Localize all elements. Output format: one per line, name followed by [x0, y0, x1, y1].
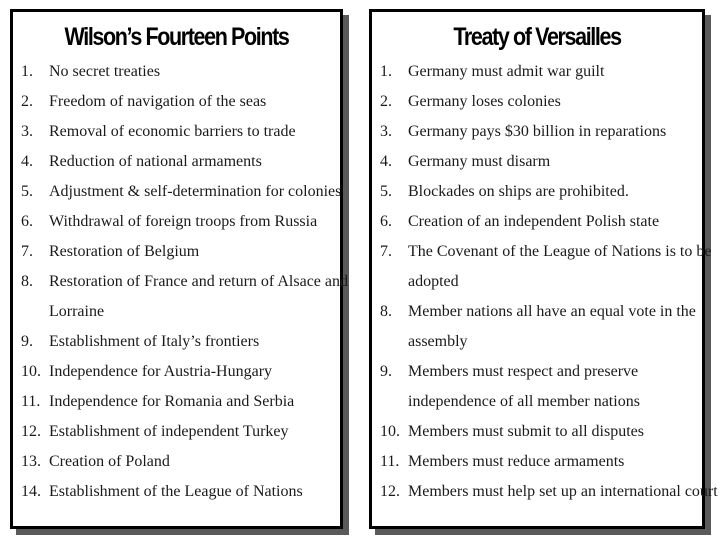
item-text: Germany loses colonies — [408, 93, 561, 110]
item-text: Member nations all have an equal vote in the — [408, 303, 696, 320]
item-number: 8. — [21, 273, 33, 290]
list-item — [13, 177, 340, 207]
list-item — [13, 87, 340, 117]
list-item — [13, 297, 340, 327]
item-number: 1. — [21, 63, 33, 80]
list-item — [13, 267, 349, 297]
item-number: 12. — [21, 423, 41, 440]
list-item — [13, 387, 340, 417]
versailles-title: Treaty of Versailles — [453, 23, 621, 51]
list-item — [372, 237, 712, 267]
list-item — [372, 357, 702, 387]
item-text: Freedom of navigation of the seas — [49, 93, 267, 110]
item-number: 6. — [380, 213, 392, 230]
item-number: 1. — [380, 63, 392, 80]
item-text: Germany must disarm — [408, 153, 551, 170]
item-number: 4. — [380, 153, 392, 170]
item-number: 9. — [21, 333, 33, 350]
item-text: Establishment of independent Turkey — [49, 423, 289, 440]
list-item — [372, 267, 702, 297]
list-item — [13, 357, 340, 387]
list-item — [372, 57, 702, 87]
fourteen-points-panel — [10, 9, 349, 529]
item-text: independence of all member nations — [408, 393, 640, 410]
item-text: Adjustment & self-determination for colonies — [49, 183, 342, 200]
list-item — [13, 147, 340, 177]
item-number: 3. — [21, 123, 33, 140]
list-item — [13, 237, 340, 267]
list-item — [372, 477, 718, 507]
item-text: Blockades on ships are prohibited. — [408, 183, 629, 200]
item-number: 14. — [21, 483, 41, 500]
item-text: Establishment of the League of Nations — [49, 483, 303, 500]
item-number: 4. — [21, 153, 33, 170]
item-number: 6. — [21, 213, 33, 230]
item-text: Restoration of France and return of Alsace and — [49, 273, 349, 290]
list-item — [372, 327, 702, 357]
list-item — [13, 57, 340, 87]
item-text: Germany pays $30 billion in reparations — [408, 123, 667, 140]
list-item — [372, 177, 702, 207]
item-text: The Covenant of the League of Nations is to be — [408, 243, 712, 260]
list-item — [372, 447, 702, 477]
list-item — [372, 387, 702, 417]
list-item — [372, 207, 702, 237]
item-text: Establishment of Italy’s frontiers — [49, 333, 260, 350]
list-item — [13, 117, 340, 147]
item-number: 11. — [380, 453, 400, 470]
versailles-list — [372, 57, 718, 507]
item-text: Lorraine — [49, 303, 105, 320]
list-item — [13, 477, 340, 507]
item-number: 7. — [21, 243, 33, 260]
item-number: 10. — [21, 363, 41, 380]
item-text: Reduction of national armaments — [49, 153, 262, 170]
item-text: Members must reduce armaments — [408, 453, 625, 470]
list-item — [372, 87, 702, 117]
list-item — [372, 117, 702, 147]
item-text: Restoration of Belgium — [49, 243, 200, 260]
list-item — [372, 417, 702, 447]
item-number: 3. — [380, 123, 392, 140]
list-item — [13, 417, 340, 447]
item-number: 2. — [21, 93, 33, 110]
item-text: Members must help set up an international court — [408, 483, 718, 500]
fourteen-points-title: Wilson’s Fourteen Points — [64, 23, 289, 51]
item-text: Independence for Austria-Hungary — [49, 363, 273, 380]
item-text: Creation of an independent Polish state — [408, 213, 660, 230]
item-number: 11. — [21, 393, 41, 410]
list-item — [372, 297, 702, 327]
item-text: Germany must admit war guilt — [408, 63, 605, 80]
list-item — [372, 147, 702, 177]
list-item — [13, 447, 340, 477]
fourteen-points-list — [13, 57, 349, 507]
item-text: Creation of Poland — [49, 453, 170, 470]
item-number: 13. — [21, 453, 41, 470]
item-text: adopted — [408, 273, 459, 290]
item-number: 9. — [380, 363, 392, 380]
item-text: Independence for Romania and Serbia — [49, 393, 295, 410]
item-text: No secret treaties — [49, 63, 161, 80]
item-text: Members must submit to all disputes — [408, 423, 644, 440]
item-number: 5. — [380, 183, 392, 200]
list-item — [13, 207, 340, 237]
item-number: 2. — [380, 93, 392, 110]
item-number: 7. — [380, 243, 392, 260]
item-text: assembly — [408, 333, 468, 350]
item-number: 12. — [380, 483, 400, 500]
item-number: 5. — [21, 183, 33, 200]
versailles-panel — [369, 9, 718, 529]
item-text: Removal of economic barriers to trade — [49, 123, 296, 140]
item-text: Members must respect and preserve — [408, 363, 639, 380]
list-item — [13, 327, 340, 357]
item-number: 8. — [380, 303, 392, 320]
item-number: 10. — [380, 423, 400, 440]
item-text: Withdrawal of foreign troops from Russia — [49, 213, 318, 230]
